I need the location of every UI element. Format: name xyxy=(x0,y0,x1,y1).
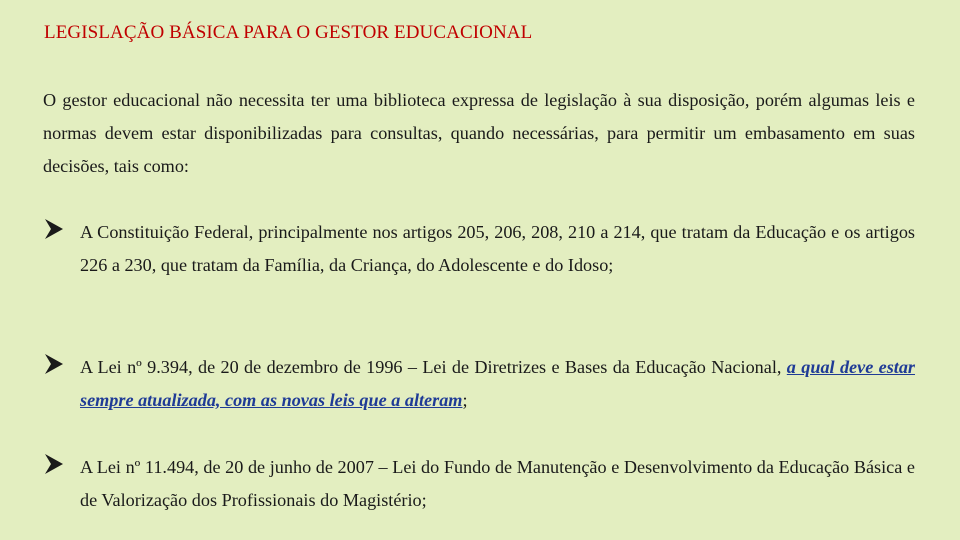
list-item-text-before: A Lei nº 9.394, de 20 de dezembro de 1996 – Lei de Diretrizes e Bases da Educação Nacional, xyxy=(80,357,787,377)
list-item-fundeb xyxy=(43,451,915,517)
list-item-ldb xyxy=(43,351,915,417)
arrowhead-bullet-icon xyxy=(43,352,65,376)
list-item-text-after: ; xyxy=(462,390,468,410)
list-item-text: A Lei nº 11.494, de 20 de junho de 2007 – Lei do Fundo de Manutenção e Desenvolvimento da Educação Básica e de Valorização dos Profissionais do Magistério; xyxy=(80,457,915,510)
arrowhead-bullet-icon xyxy=(43,217,65,241)
list-item-text: A Constituição Federal, principalmente nos artigos 205, 206, 208, 210 a 214, que tratam da Educação e os artigos 226 a 230, que tratam da Família, da Criança, do Adolescente e do Idoso; xyxy=(80,222,915,275)
list-item-text xyxy=(80,351,915,417)
slide-title: LEGISLAÇÃO BÁSICA PARA O GESTOR EDUCACIONAL xyxy=(44,22,533,43)
list-item-constituicao xyxy=(43,216,915,282)
highlight-note: a qual deve estar sempre atualizada, com as novas leis que a alteram xyxy=(80,357,915,410)
intro-paragraph: O gestor educacional não necessita ter uma biblioteca expressa de legislação à sua disposição, porém algumas leis e normas devem estar disponibilizadas para consultas, quando necessárias, para permitir um embasamento em suas decisões, tais como: xyxy=(43,90,915,176)
arrowhead-bullet-icon xyxy=(43,452,65,476)
